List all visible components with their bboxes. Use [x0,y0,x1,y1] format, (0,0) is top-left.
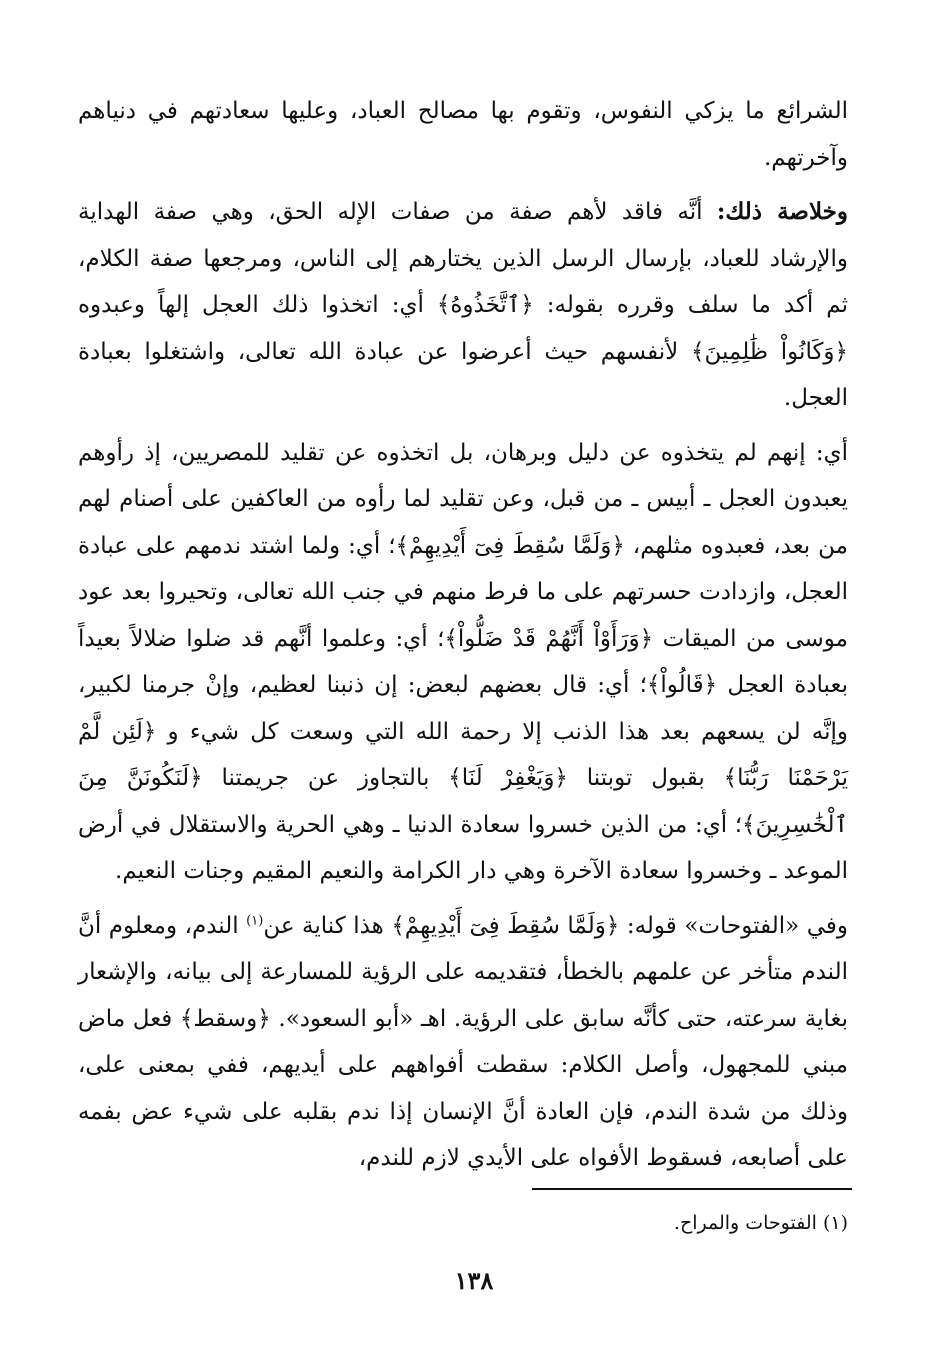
paragraph-1-text: الشرائع ما يزكي النفوس، وتقوم بها مصالح العباد، وعليها سعادتهم في دنياهم وآخرتهم. [78,98,848,171]
paragraph-2-lead: وخلاصة ذلك: [716,198,849,225]
paragraph-2-text: أنَّه فاقد لأهم صفة من صفات الإله الحق، وهي صفة الهداية والإرشاد للعباد، بإرسال الرسل الذين يختارهم إلى الناس، ومرجعها صفة الكلام، ثم أكد ما سلف وقرره بقوله: ﴿ٱتَّخَذُوهُ﴾ أي: اتخذوا ذلك العجل إلهاً وعبدوه ﴿وَكَانُواْ ظَٰلِمِينَ﴾ لأنفسهم حيث أعرضوا عن عبادة الله تعالى، واشتغلوا بعبادة العجل. [78,199,848,411]
paragraph-3-text: أي: إنهم لم يتخذوه عن دليل وبرهان، بل اتخذوه عن تقليد للمصريين، إذ رأوهم يعبدون العجل ـ أبيس ـ من قبل، وعن تقليد لما رأوه من العاكفين على أصنام لهم من بعد، فعبدوه مثلهم، ﴿وَلَمَّا سُقِطَ فِىٓ أَيْدِيهِمْ﴾؛ أي: ولما اشتد ندمهم على عبادة العجل، وازدادت حسرتهم على ما فرط منهم في جنب الله تعالى، وتحيروا بعد عود موسى من الميقات ﴿وَرَأَوْاْ أَنَّهُمْ قَدْ ضَلُّواْ﴾؛ أي: وعلموا أنَّهم قد ضلوا ضلالاً بعيداً بعبادة العجل ﴿قَالُواْ﴾؛ أي: قال بعضهم لبعض: إن ذنبنا لعظيم، وإنْ جرمنا لكبير، وإنَّه لن يسعهم بعد هذا الذنب إلا رحمة الله التي وسعت كل شيء و ﴿لَئِن لَّمْ يَرْحَمْنَا رَبُّنَا﴾ بقبول توبتنا ﴿وَيَغْفِرْ لَنَا﴾ بالتجاوز عن جريمتنا ﴿لَنَكُونَنَّ مِنَ ٱلْخَٰسِرِينَ﴾؛ أي: من الذين خسروا سعادة الدنيا ـ وهي الحرية والاستقلال في أرض الموعد ـ وخسروا سعادة الآخرة وهي دار الكرامة والنعيم المقيم وجنات النعيم. [78,439,848,884]
paragraph-1 [78,88,848,181]
page-body [78,88,848,1182]
footnote [674,1210,848,1236]
footnote-marker: (١) [822,1212,848,1234]
footnote-reference: (١) [246,912,264,928]
paragraph-4 [78,903,848,1182]
paragraph-3 [78,430,848,895]
paragraph-4-text-start: وفي «الفتوحات» قوله: ﴿وَلَمَّا سُقِطَ فِىٓ أَيْدِيهِمْ﴾ هذا كناية عن [263,912,848,939]
footnote-separator [532,1188,852,1190]
footnote-text: الفتوحات والمراح. [673,1212,817,1234]
page-number: ١٣٨ [454,1266,494,1295]
paragraph-2 [78,189,848,422]
paragraph-4-text-end: الندم، ومعلوم أنَّ الندم متأخر عن علمهم بالخطأ، فتقديمه على الرؤية للمسارعة إلى بيانه، والإشعار بغاية سرعته، حتى كأنَّه سابق على الرؤية. اهـ «أبو السعود». ﴿وسقط﴾ فعل ماض مبني للمجهول، وأصل الكلام: سقطت أفواههم على أيديهم، ففي بمعنى على، وذلك من شدة الندم، فإن العادة أنَّ الإنسان إذا ندم بقلبه على شيء عض بفمه على أصابعه، فسقوط الأفواه على الأيدي لازم للندم، [78,912,848,1171]
